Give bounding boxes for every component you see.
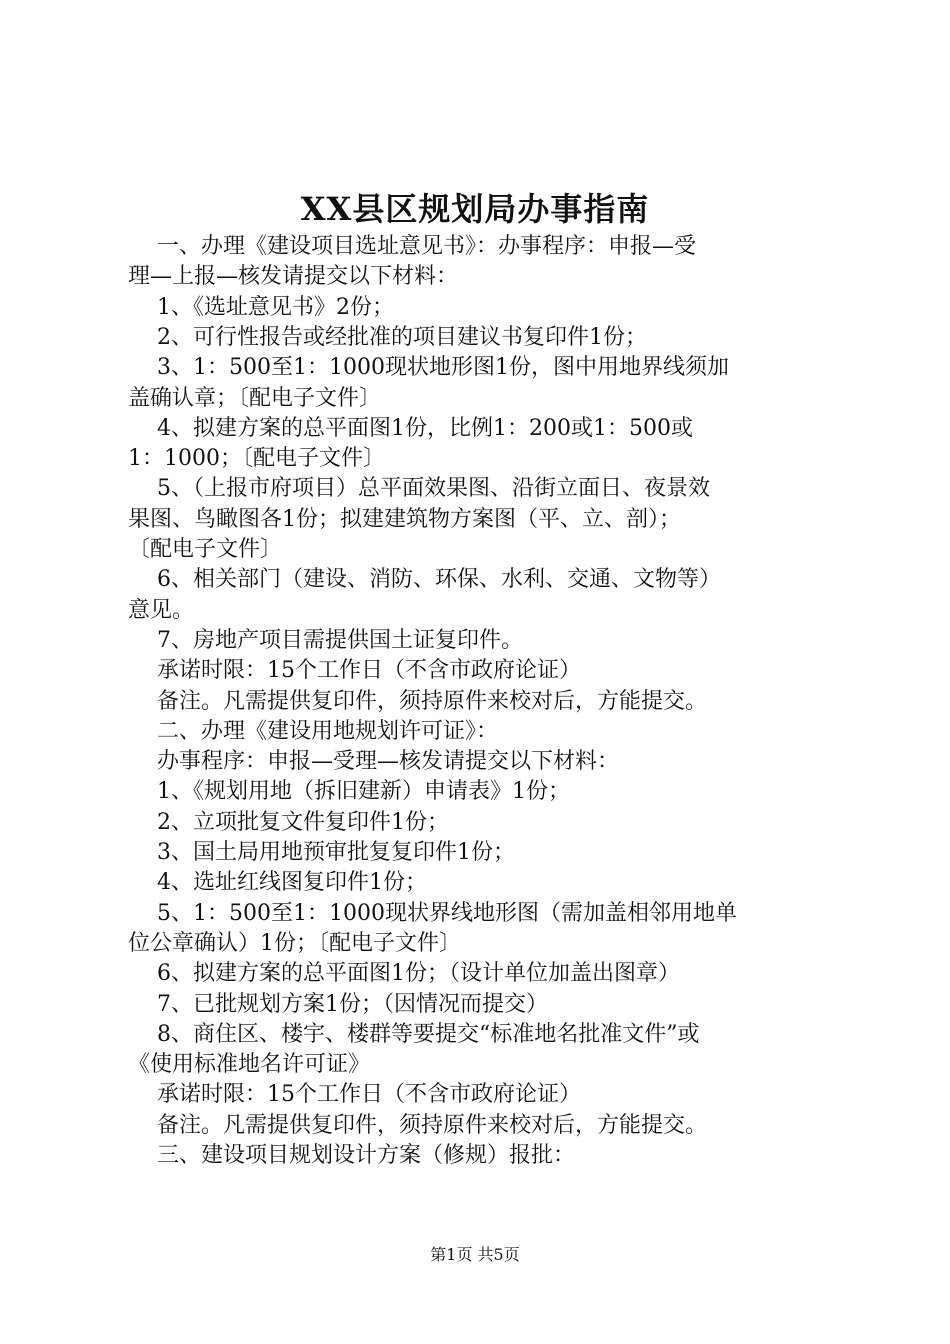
paragraph-line: 二、办理《建设用地规划许可证》：	[128, 718, 498, 744]
paragraph-line: 意见。	[128, 597, 195, 623]
paragraph-line: 5、（上报市府项目）总平面效果图、沿街立面日、夜景效	[128, 476, 710, 502]
paragraph-line: 办事程序：申报—受理—核发请提交以下材料：	[128, 749, 619, 775]
document-title: XX县区规划局办事指南	[300, 190, 650, 228]
paragraph-line: 4、选址红线图复印件1份；	[128, 870, 427, 896]
paragraph-line: 一、办理《建设项目选址意见书》：办事程序：申报—受	[128, 234, 696, 259]
paragraph-line: 6、相关部门（建设、消防、环保、水利、交通、文物等）	[128, 567, 721, 593]
paragraph-line: 2、立项批复文件复印件1份；	[128, 809, 449, 835]
paragraph-line: 6、拟建方案的总平面图1份；（设计单位加盖出图章）	[128, 961, 680, 987]
paragraph-line: 8、商住区、楼宇、楼群等要提交“标准地名批准文件”或	[128, 1021, 700, 1047]
paragraph-line: 果图、鸟瞰图各1份；拟建建筑物方案图（平、立、剖）；	[128, 506, 681, 532]
paragraph-line: 3、1：500至1：1000现状地形图1份，图中用地界线须加	[128, 355, 729, 381]
paragraph-line: 4、拟建方案的总平面图1份，比例1：200或1：500或	[128, 415, 693, 441]
page-footer: 第1页 共5页	[430, 1245, 520, 1264]
paragraph-line: 位公章确认）1份；〔配电子文件〕	[128, 930, 461, 956]
paragraph-line: 盖确认章；〔配电子文件〕	[128, 385, 382, 411]
paragraph-line: 理—上报—核发请提交以下材料：	[128, 264, 459, 290]
paragraph-line: 承诺时限：15个工作日（不含市政府论证）	[128, 1082, 581, 1108]
paragraph-line: 《使用标准地名许可证》	[128, 1052, 371, 1078]
paragraph-line: 1：1000；〔配电子文件〕	[128, 446, 385, 472]
paragraph-line: 7、已批规划方案1份；（因情况而提交）	[128, 991, 548, 1017]
paragraph-line: 承诺时限：15个工作日（不含市政府论证）	[128, 658, 581, 684]
paragraph-line: 1、《规划用地（拆旧建新）申请表》1份；	[128, 779, 570, 805]
paragraph-line: 1、《选址意见书》2份；	[128, 294, 394, 320]
paragraph-line: 3、国土局用地预审批复复印件1份；	[128, 840, 515, 865]
paragraph-line: 7、房地产项目需提供国土证复印件。	[128, 627, 523, 653]
paragraph-line: 〔配电子文件〕	[128, 537, 283, 562]
paragraph-line: 三、建设项目规划设计方案（修规）报批：	[128, 1143, 575, 1168]
paragraph-line: 备注。凡需提供复印件，须持原件来校对后，方能提交。	[128, 688, 707, 714]
paragraph-line: 5、1：500至1：1000现状界线地形图（需加盖相邻用地单	[128, 900, 737, 926]
paragraph-line: 备注。凡需提供复印件，须持原件来校对后，方能提交。	[128, 1112, 707, 1138]
paragraph-line: 2、可行性报告或经批准的项目建议书复印件1份；	[128, 324, 647, 350]
